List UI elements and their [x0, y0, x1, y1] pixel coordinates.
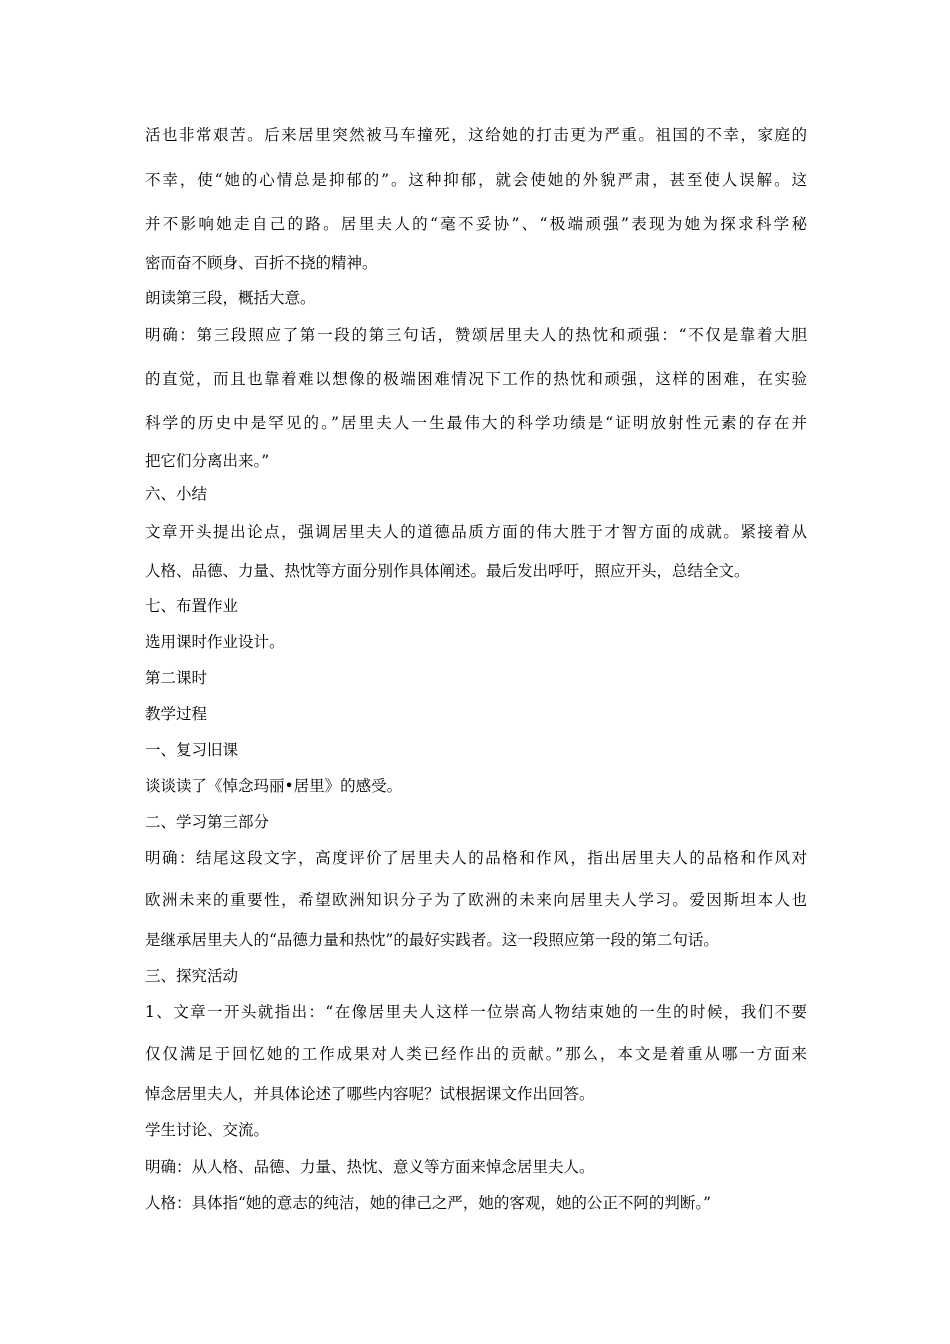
section-heading: 七、布置作业 — [145, 597, 239, 615]
text-line: 选用课时作业设计。 — [145, 633, 285, 651]
text-line: 明确：从人格、品德、力量、热忱、意义等方面来悼念居里夫人。 — [145, 1158, 595, 1176]
text-line: 谈谈读了《悼念玛丽•居里》的感受。 — [145, 777, 403, 795]
text-line: 文章开头提出论点，强调居里夫人的道德品质方面的伟大胜于才智方面的成就。紧接着从 — [145, 523, 807, 541]
text-line: 把它们分离出来。” — [145, 452, 270, 470]
text-line: 不幸，使“她的心情总是抑郁的”。这种抑郁，就会使她的外貌严肃，甚至使人误解。这 — [145, 171, 807, 189]
text-line: 欧洲未来的重要性，希望欧洲知识分子为了欧洲的未来向居里夫人学习。爱因斯坦本人也 — [145, 891, 807, 909]
section-heading: 三、探究活动 — [145, 967, 239, 985]
text-line: 活也非常艰苦。后来居里突然被马车撞死，这给她的打击更为严重。祖国的不幸，家庭的 — [145, 126, 807, 144]
text-line: 仅仅满足于回忆她的工作成果对人类已经作出的贡献。”那么，本文是着重从哪一方面来 — [145, 1045, 807, 1063]
text-line: 的直觉，而且也靠着难以想像的极端困难情况下工作的热忱和顽强，这样的困难，在实验 — [145, 370, 807, 388]
section-heading: 一、复习旧课 — [145, 741, 239, 759]
text-line: 人格、品德、力量、热忱等方面分别作具体阐述。最后发出呼吁，照应开头，总结全文。 — [145, 562, 750, 580]
section-heading: 六、小结 — [145, 485, 208, 503]
text-line: 密而奋不顾身、百折不挠的精神。 — [145, 254, 378, 272]
text-line: 明确：结尾这段文字，高度评价了居里夫人的品格和作风，指出居里夫人的品格和作风对 — [145, 849, 807, 867]
text-line: 明确：第三段照应了第一段的第三句话，赞颂居里夫人的热忱和顽强：“不仅是靠着大胆 — [145, 326, 807, 344]
text-line: 朗读第三段，概括大意。 — [145, 289, 316, 307]
text-line: 并不影响她走自己的路。居里夫人的“毫不妥协”、“极端顽强”表现为她为探求科学秘 — [145, 215, 807, 233]
text-line: 是继承居里夫人的“品德力量和热忱”的最好实践者。这一段照应第一段的第二句话。 — [145, 931, 719, 949]
text-line: 人格：具体指“她的意志的纯洁，她的律己之严，她的客观，她的公正不阿的判断。” — [145, 1194, 712, 1212]
text-line: 科学的历史中是罕见的。”居里夫人一生最伟大的科学功绩是“证明放射性元素的存在并 — [145, 414, 807, 432]
section-heading: 第二课时 — [145, 669, 208, 687]
section-heading: 教学过程 — [145, 705, 208, 723]
text-line: 学生讨论、交流。 — [145, 1121, 270, 1139]
section-heading: 二、学习第三部分 — [145, 813, 270, 831]
text-line: 1、文章一开头就指出：“在像居里夫人这样一位崇高人物结束她的一生的时候，我们不要 — [145, 1003, 807, 1021]
text-line: 悼念居里夫人，并具体论述了哪些内容呢？试根据课文作出回答。 — [145, 1085, 595, 1103]
